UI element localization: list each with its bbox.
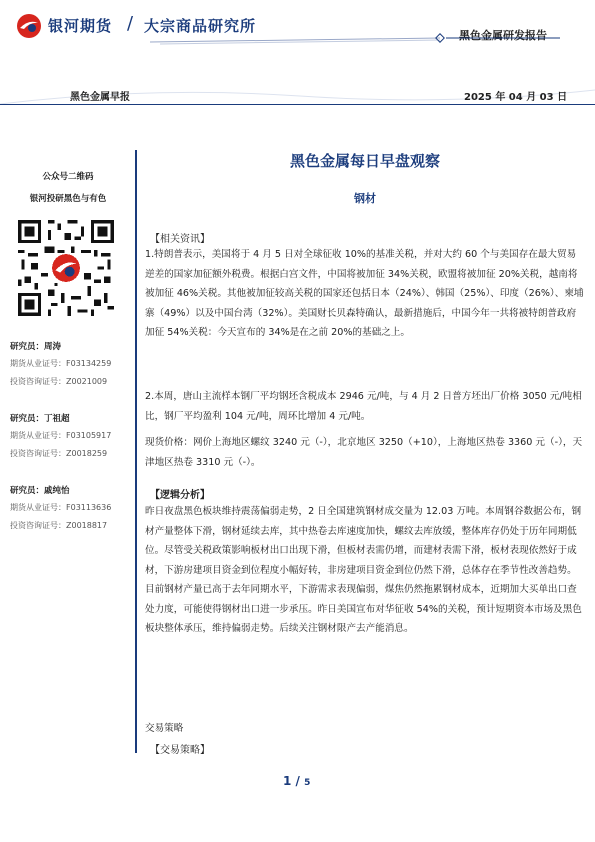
report-subtitle: 钢材 — [354, 192, 376, 205]
section-heading-strategy: 【交易策略】 — [150, 745, 210, 756]
institute-name: 大宗商品研究所 — [144, 17, 257, 35]
qr-title: 公众号二维码 — [42, 172, 94, 182]
analyst-name: 研究员：戚纯怡 — [10, 486, 70, 496]
analysis-paragraph: 昨日夜盘黑色板块维持震荡偏弱走势，2 日全国建筑钢材成交量为 12.03 万吨。本周钢谷数据公布，钢材产量整体下滑，钢材延续去库，其中热卷去库速度加快，螺纹去库放缓，整体库存仍处于历年同期低位。尽管受关税政策影响板材出口出现下滑，但板材表需仍增，而建材表需下滑，板材表现依然好于成材，下游房建项目资金到位程度小幅好转，非房建项目资金到位仍然下滑，总体存在季节性改善趋势。目前钢材产量已高于去年同期水平，下游需求表现偏弱，煤焦仍然拖累钢材成本，近期加大买单出口查处力度，可能使得钢材出口进一步承压。昨日美国宣布对华征收 54%的关税，预计短期资本市场及黑色板块整体承压，维持偏弱走势。后续关注钢材限产去产能消息。 — [145, 506, 582, 634]
spot-prices: 现货价格：网价上海地区螺纹 3240 元（-），北京地区 3250（+10），上海地区热卷 3360 元（-），天津地区热卷 3310 元（-）。 — [145, 437, 583, 468]
report-date: 2025 年 04 月 03 日 — [464, 92, 568, 103]
analyst-advisory-cert: 投资咨询证号：Z0021009 — [10, 377, 108, 386]
analyst-futures-cert: 期货从业证号：F03105917 — [10, 431, 112, 440]
sidebar-divider — [135, 150, 137, 753]
page-number — [283, 774, 310, 788]
news-item-1: 1.特朗普表示，美国将于 4 月 5 日对全球征收 10%的基准关税，并对大约 60 个与美国存在最大贸易逆差的国家加征额外税费。根据白宫文件，中国将被加征 34%关税，欧盟将被加征 20%关税，越南将被加征 46%关税。其他被加征较高关税的国家还包括日本（24%）、韩国（25%）、印度（26%）、柬埔寨（49%）以及中国台湾（32%）。美国财长贝森特确认，最新措施后，中国今年一共将被特朗普政府加征 54%关税：今天宣布的 34%是在之前 20%的基础之上。 — [145, 249, 584, 338]
analyst-advisory-cert: 投资咨询证号：Z0018817 — [10, 521, 108, 530]
header-slash: / — [127, 13, 134, 34]
total-pages: 5 — [304, 778, 311, 788]
section-heading-analysis: 【逻辑分析】 — [150, 490, 210, 501]
report-category: 黑色金属早报 — [70, 92, 130, 103]
header-divider — [0, 104, 595, 105]
analyst-name: 研究员：周涛 — [10, 342, 62, 352]
analyst-name: 研究员：丁祖超 — [10, 414, 70, 424]
current-page: 1 — [283, 774, 292, 788]
report-type: 黑色金属研发报告 — [459, 29, 547, 42]
qr-code-icon — [18, 220, 114, 316]
analyst-futures-cert: 期货从业证号：F03134259 — [10, 359, 112, 368]
brand-name: 银河期货 — [48, 17, 113, 35]
section-heading-news: 【相关资讯】 — [150, 234, 210, 245]
page-separator: / — [295, 774, 300, 788]
report-title: 黑色金属每日早盘观察 — [289, 152, 440, 170]
header-decoration-line — [0, 30, 560, 50]
qr-subtitle: 银河投研黑色与有色 — [29, 194, 107, 204]
strategy-label: 交易策略 — [145, 723, 184, 734]
analyst-futures-cert: 期货从业证号：F03113636 — [10, 503, 112, 512]
analyst-advisory-cert: 投资咨询证号：Z0018259 — [10, 449, 108, 458]
news-item-2: 2.本周，唐山主流样本钢厂平均钢坯含税成本 2946 元/吨，与 4 月 2 日普方坯出厂价格 3050 元/吨相比，钢厂平均盈利 104 元/吨，周环比增加 4 元/吨。 — [145, 391, 582, 422]
